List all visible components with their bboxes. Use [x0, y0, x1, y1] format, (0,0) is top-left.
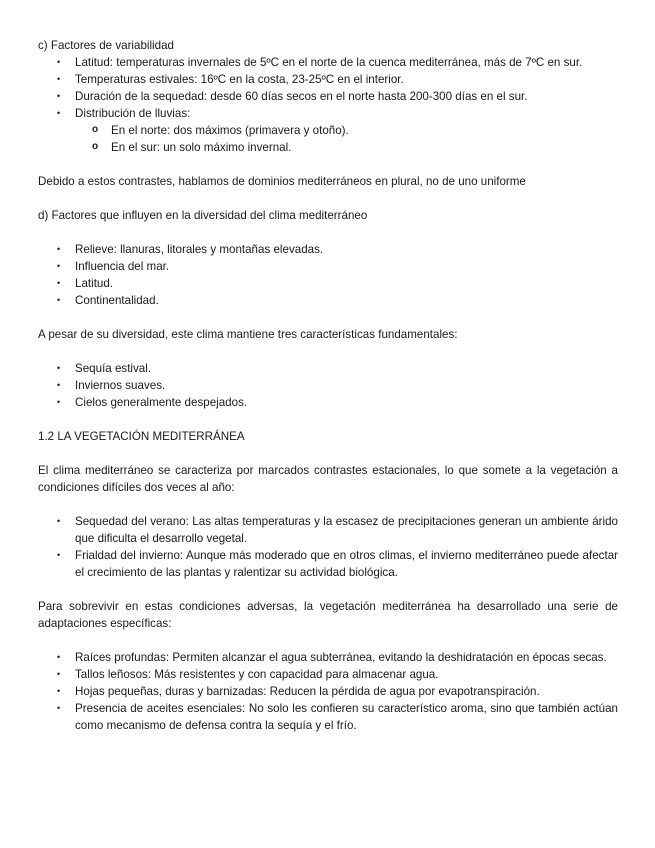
document-page: [38, 37, 618, 734]
list-item: • Influencia del mar.: [38, 258, 618, 275]
list-item: • Sequía estival.: [38, 360, 618, 377]
list-item: • Cielos generalmente despejados.: [38, 394, 618, 411]
list-item: • Duración de la sequedad: desde 60 días secos en el norte hasta 200-300 días en el sur.: [38, 88, 618, 105]
adaptations-intro: Para sobrevivir en estas condiciones adversas, la vegetación mediterránea ha desarrollado una serie de adaptaciones específicas:: [38, 600, 618, 630]
list-item: • Latitud.: [38, 275, 618, 292]
list-item-rainfall: [38, 105, 618, 156]
section-d-heading: d) Factores que influyen en la diversidad del clima mediterráneo: [38, 209, 368, 222]
list-item: • Continentalidad.: [38, 292, 618, 309]
list-item: • Inviernos suaves.: [38, 377, 618, 394]
variability-list: [38, 54, 618, 156]
list-item: • Tallos leñosos: Más resistentes y con capacidad para almacenar agua.: [38, 666, 618, 683]
list-item: • Relieve: llanuras, litorales y montañas elevadas.: [38, 241, 618, 258]
list-item: • Presencia de aceites esenciales: No solo les confieren su característico aroma, sino que también actúan como mecanismo de defensa contra la sequía y el frío.: [38, 700, 618, 734]
fundamental-features-list: [38, 360, 618, 411]
section-d-intro: A pesar de su diversidad, este clima mantiene tres características fundamentales:: [38, 328, 458, 341]
list-item: • Sequedad del verano: Las altas temperaturas y la escasez de precipitaciones generan un ambiente árido que dificulta el desarrollo vegetal.: [38, 513, 618, 547]
adaptations-list: [38, 649, 618, 734]
sublist-item: o En el norte: dos máximos (primavera y otoño).: [75, 122, 618, 139]
diversity-factors-list: [38, 241, 618, 309]
section-c-conclusion: Debido a estos contrastes, hablamos de dominios mediterráneos en plural, no de uno uniforme: [38, 175, 526, 188]
list-item: • Temperaturas estivales: 16ºC en la costa, 23-25ºC en el interior.: [38, 71, 618, 88]
vegetation-intro: El clima mediterráneo se caracteriza por marcados contrastes estacionales, lo que somete a la vegetación a condiciones difíciles dos veces al año:: [38, 464, 618, 494]
list-item: • Hojas pequeñas, duras y barnizadas: Reducen la pérdida de agua por evapotranspiración.: [38, 683, 618, 700]
rainfall-sublist: [75, 122, 618, 156]
sublist-item: o En el sur: un solo máximo invernal.: [75, 139, 618, 156]
list-item: • Latitud: temperaturas invernales de 5ºC en el norte de la cuenca mediterránea, más de 7ºC en sur.: [38, 54, 618, 71]
list-item: • Frialdad del invierno: Aunque más moderado que en otros climas, el invierno mediterráneo puede afectar el crecimiento de las plantas y ralentizar su actividad biológica.: [38, 547, 618, 581]
list-item-label: Distribución de lluvias:: [75, 107, 191, 120]
list-item: • Raíces profundas: Permiten alcanzar el agua subterránea, evitando la deshidratación en épocas secas.: [38, 649, 618, 666]
section-1-2-heading: 1.2 LA VEGETACIÓN MEDITERRÁNEA: [38, 430, 245, 443]
conditions-list: [38, 513, 618, 581]
section-c-heading: c) Factores de variabilidad: [38, 39, 174, 52]
